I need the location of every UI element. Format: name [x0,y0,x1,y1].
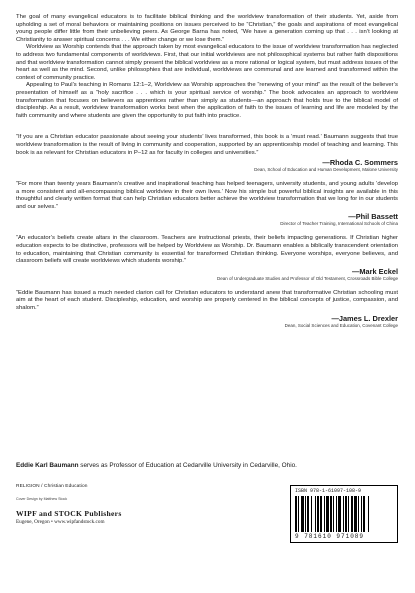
endorsement-text: “Eddie Baumann has issued a much needed clarion call for Christian educators to understand anew that transformative Christian schooling must aim at the heart of each student. Discipleship, education, and worship are properly centered in the biblical concepts of justice, compassion, and shalom.” [16,289,398,312]
isbn-barcode [290,485,398,543]
endorser-name: —James L. Drexler [331,313,398,323]
intro-paragraph-1: The goal of many evangelical educators is to facilitate biblical thinking and the worldview transformation of their students. Yet, aside from upholding a set of moral behaviors or maintaining positions on issues perceived to be “Christian,” the goals and aspirations of most evangelical young people differ little from their unbelieving peers. As George Barna has noted, “We have a generation coming up that . . . isn’t looking at Christianity to answer spiritual concerns . . . We either change or we lose them.” [16,14,398,43]
author-bio-text: serves as Professor of Education at Cedarville University in Cedarville, Ohio. [80,462,297,469]
back-cover-text [16,14,398,329]
endorsement-1 [16,134,398,173]
intro-paragraph-2: Worldview as Worship contends that the approach taken by most evangelical educators to the issue of worldview transformation has neglected to address two fundamental components of worldviews. First, that our initial worldviews are not philosophical systems but rather faith dispositions and that worldview transformation cannot simply present the biblical worldview as a more rational or logical system, but must address issues of the heart as well as the mind. Second, unlike philosophies that are individual, worldviews are communal and are learned and transformed within the context of community practice. [16,44,398,81]
category-label: RELIGION / Christian Education [16,484,88,489]
cover-designer-credit: Cover Design by Matthew Stock [16,497,68,501]
publisher-name: WIPF and STOCK Publishers [16,509,122,518]
endorser-title: Dean, School of Education and Human Development, Malone University [254,167,398,173]
endorsement-text: “An educator’s beliefs create altars in the classroom. Teachers are instructional priests, their beliefs impacting generations. If Christian higher education expects to be distinctive, professors will be helped by Worldview as Worship. Dr. Baumann enables a biblically transcendent orientation to education, maintaining that Christian community is essential for transformed Christian thinking. Everyone worships, everyone believes, and classroom beliefs will create worldviews which students worship.” [16,235,398,265]
endorser-title: Dean of Undergraduate Studies and Professor of Old Testament, Crossroads Bible College [216,275,398,281]
intro-paragraph-3: Appealing to Paul’s teaching in Romans 12:1–2, Worldview as Worship approaches the “renewing of your mind” as the result of the believer’s presentation of himself as a “holy sacrifice . . . which is your spiritual service of worship.” The book advocates an approach to worldview transformation that focuses on believers as apprentices rather than simply as students—an approach that holds true to the biblical model of discipleship. As a result, worldview transformation works best when the application of faith to the issues of learning and life are modeled by the faith community and where students are given the opportunity to put faith into practice. [16,82,398,119]
barcode-icon [295,496,393,532]
endorsement-3 [16,235,398,281]
author-name: Eddie Karl Baumann [16,462,79,469]
publisher-block [16,484,216,525]
endorsement-text: “For more than twenty years Baumann’s creative and inspirational teaching has helped teenagers, university students, and young adults ‘develop a more consistent and all-encompassing biblical worldview in their own lives.’ Now his simple but powerful biblical insights are available in this thoughtful and clearly written format that can help Christian educators better achieve the worldview transformation that we long for in our students and our selves.” [16,181,398,210]
publisher-address: Eugene, Oregon • www.wipfandstock.com [16,519,105,525]
endorser-name: —Mark Eckel [351,266,398,276]
barcode-digits: 9 781610 971089 [295,533,365,540]
endorser-name: —Rhoda C. Sommers [322,158,398,168]
endorsement-text: “If you are a Christian educator passionate about seeing your students’ lives transformed, this book is a ‘must read.’ Baumann suggests that true worldview transformation is the result of living in community and cooperation, supported by an apprenticeship model of teaching and learning. This book is as relevant for Christian educators in P–12 as for faculty in colleges and universities.” [16,134,398,156]
endorser-title: Director of Teacher Training, International Schools of China [280,221,398,227]
endorsement-2 [16,181,398,227]
endorsement-4 [16,290,398,329]
isbn-number: ISBN 978-1-61097-108-9 [295,488,362,494]
author-bio [16,462,398,470]
endorser-name: —Phil Bassett [348,212,398,222]
endorser-title: Dean, Social Sciences and Education, Covenant College [284,322,398,328]
